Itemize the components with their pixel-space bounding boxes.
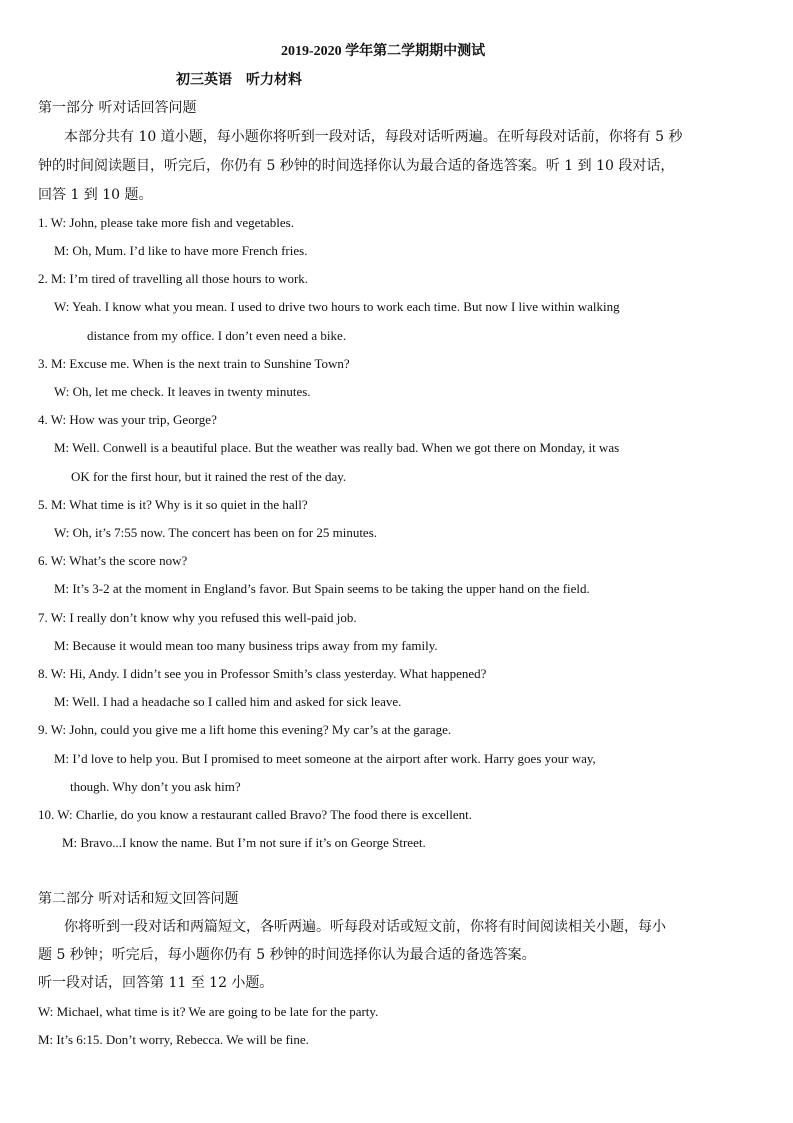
- dialog-line: 2. M: I’m tired of travelling all those hours to work.: [38, 271, 309, 286]
- dialog-line: M: Well. I had a headache so I called him and asked for sick leave.: [54, 694, 402, 709]
- document-subtitle: 初三英语 听力材料: [176, 73, 302, 88]
- part1-intro-line2: 钟的时间阅读题目，听完后，你仍有 5 秒钟的时间选择你认为最合适的备选答案。听 1 到 10 段对话，: [38, 158, 675, 174]
- document-title: 2019-2020 学年第二学期期中测试: [281, 44, 486, 59]
- dialog-line: though. Why don’t you ask him?: [70, 779, 241, 794]
- dialog-line: M: Oh, Mum. I’d like to have more French fries.: [54, 243, 308, 258]
- dialog-line: 10. W: Charlie, do you know a restaurant called Bravo? The food there is excellent.: [38, 807, 473, 822]
- dialog-line: W: Yeah. I know what you mean. I used to drive two hours to work each time. But now I live within walking: [54, 299, 620, 314]
- dialog-line: W: Michael, what time is it? We are going to be late for the party.: [38, 1004, 379, 1019]
- dialog-line: M: I’d love to help you. But I promised to meet someone at the airport after work. Harry goes your way,: [54, 751, 596, 766]
- dialog-line: W: Oh, let me check. It leaves in twenty minutes.: [54, 384, 311, 399]
- part2-instruction: 听一段对话，回答第 11 至 12 小题。: [38, 975, 274, 991]
- dialog-line: 1. W: John, please take more fish and vegetables.: [38, 215, 294, 230]
- dialog-line: 3. M: Excuse me. When is the next train to Sunshine Town?: [38, 356, 350, 371]
- dialog-line: 5. M: What time is it? Why is it so quiet in the hall?: [38, 497, 308, 512]
- dialog-line: distance from my office. I don’t even need a bike.: [87, 328, 347, 343]
- dialog-line: M: Bravo...I know the name. But I’m not sure if it’s on George Street.: [62, 835, 426, 850]
- part1-heading: 第一部分 听对话回答问题: [38, 100, 197, 116]
- part2-intro-line1: 你将听到一段对话和两篇短文，各听两遍。听每段对话或短文前，你将有时间阅读相关小题，每小: [64, 919, 666, 935]
- part1-intro-line3: 回答 1 到 10 题。: [38, 187, 153, 203]
- dialog-line: OK for the first hour, but it rained the rest of the day.: [71, 469, 347, 484]
- part1-intro-line1: 本部分共有 10 道小题，每小题你将听到一段对话，每段对话听两遍。在听每段对话前，你将有 5 秒: [64, 129, 683, 145]
- dialog-line: M: It’s 3-2 at the moment in England’s favor. But Spain seems to be taking the upper hand on the field.: [54, 581, 590, 596]
- dialog-line: 9. W: John, could you give me a lift home this evening? My car’s at the garage.: [38, 722, 452, 737]
- part2-intro-line2: 题 5 秒钟；听完后，每小题你仍有 5 秒钟的时间选择你认为最合适的备选答案。: [38, 947, 536, 963]
- dialog-line: W: Oh, it’s 7:55 now. The concert has been on for 25 minutes.: [54, 525, 378, 540]
- dialog-line: 6. W: What’s the score now?: [38, 553, 188, 568]
- dialog-line: M: Well. Conwell is a beautiful place. But the weather was really bad. When we got there on Monday, it was: [54, 440, 620, 455]
- dialog-line: M: It’s 6:15. Don’t worry, Rebecca. We will be fine.: [38, 1032, 309, 1047]
- dialog-line: M: Because it would mean too many business trips away from my family.: [54, 638, 438, 653]
- part2-heading: 第二部分 听对话和短文回答问题: [38, 891, 239, 907]
- dialog-line: 4. W: How was your trip, George?: [38, 412, 217, 427]
- dialog-line: 7. W: I really don’t know why you refused this well-paid job.: [38, 610, 357, 625]
- dialog-line: 8. W: Hi, Andy. I didn’t see you in Professor Smith’s class yesterday. What happened?: [38, 666, 487, 681]
